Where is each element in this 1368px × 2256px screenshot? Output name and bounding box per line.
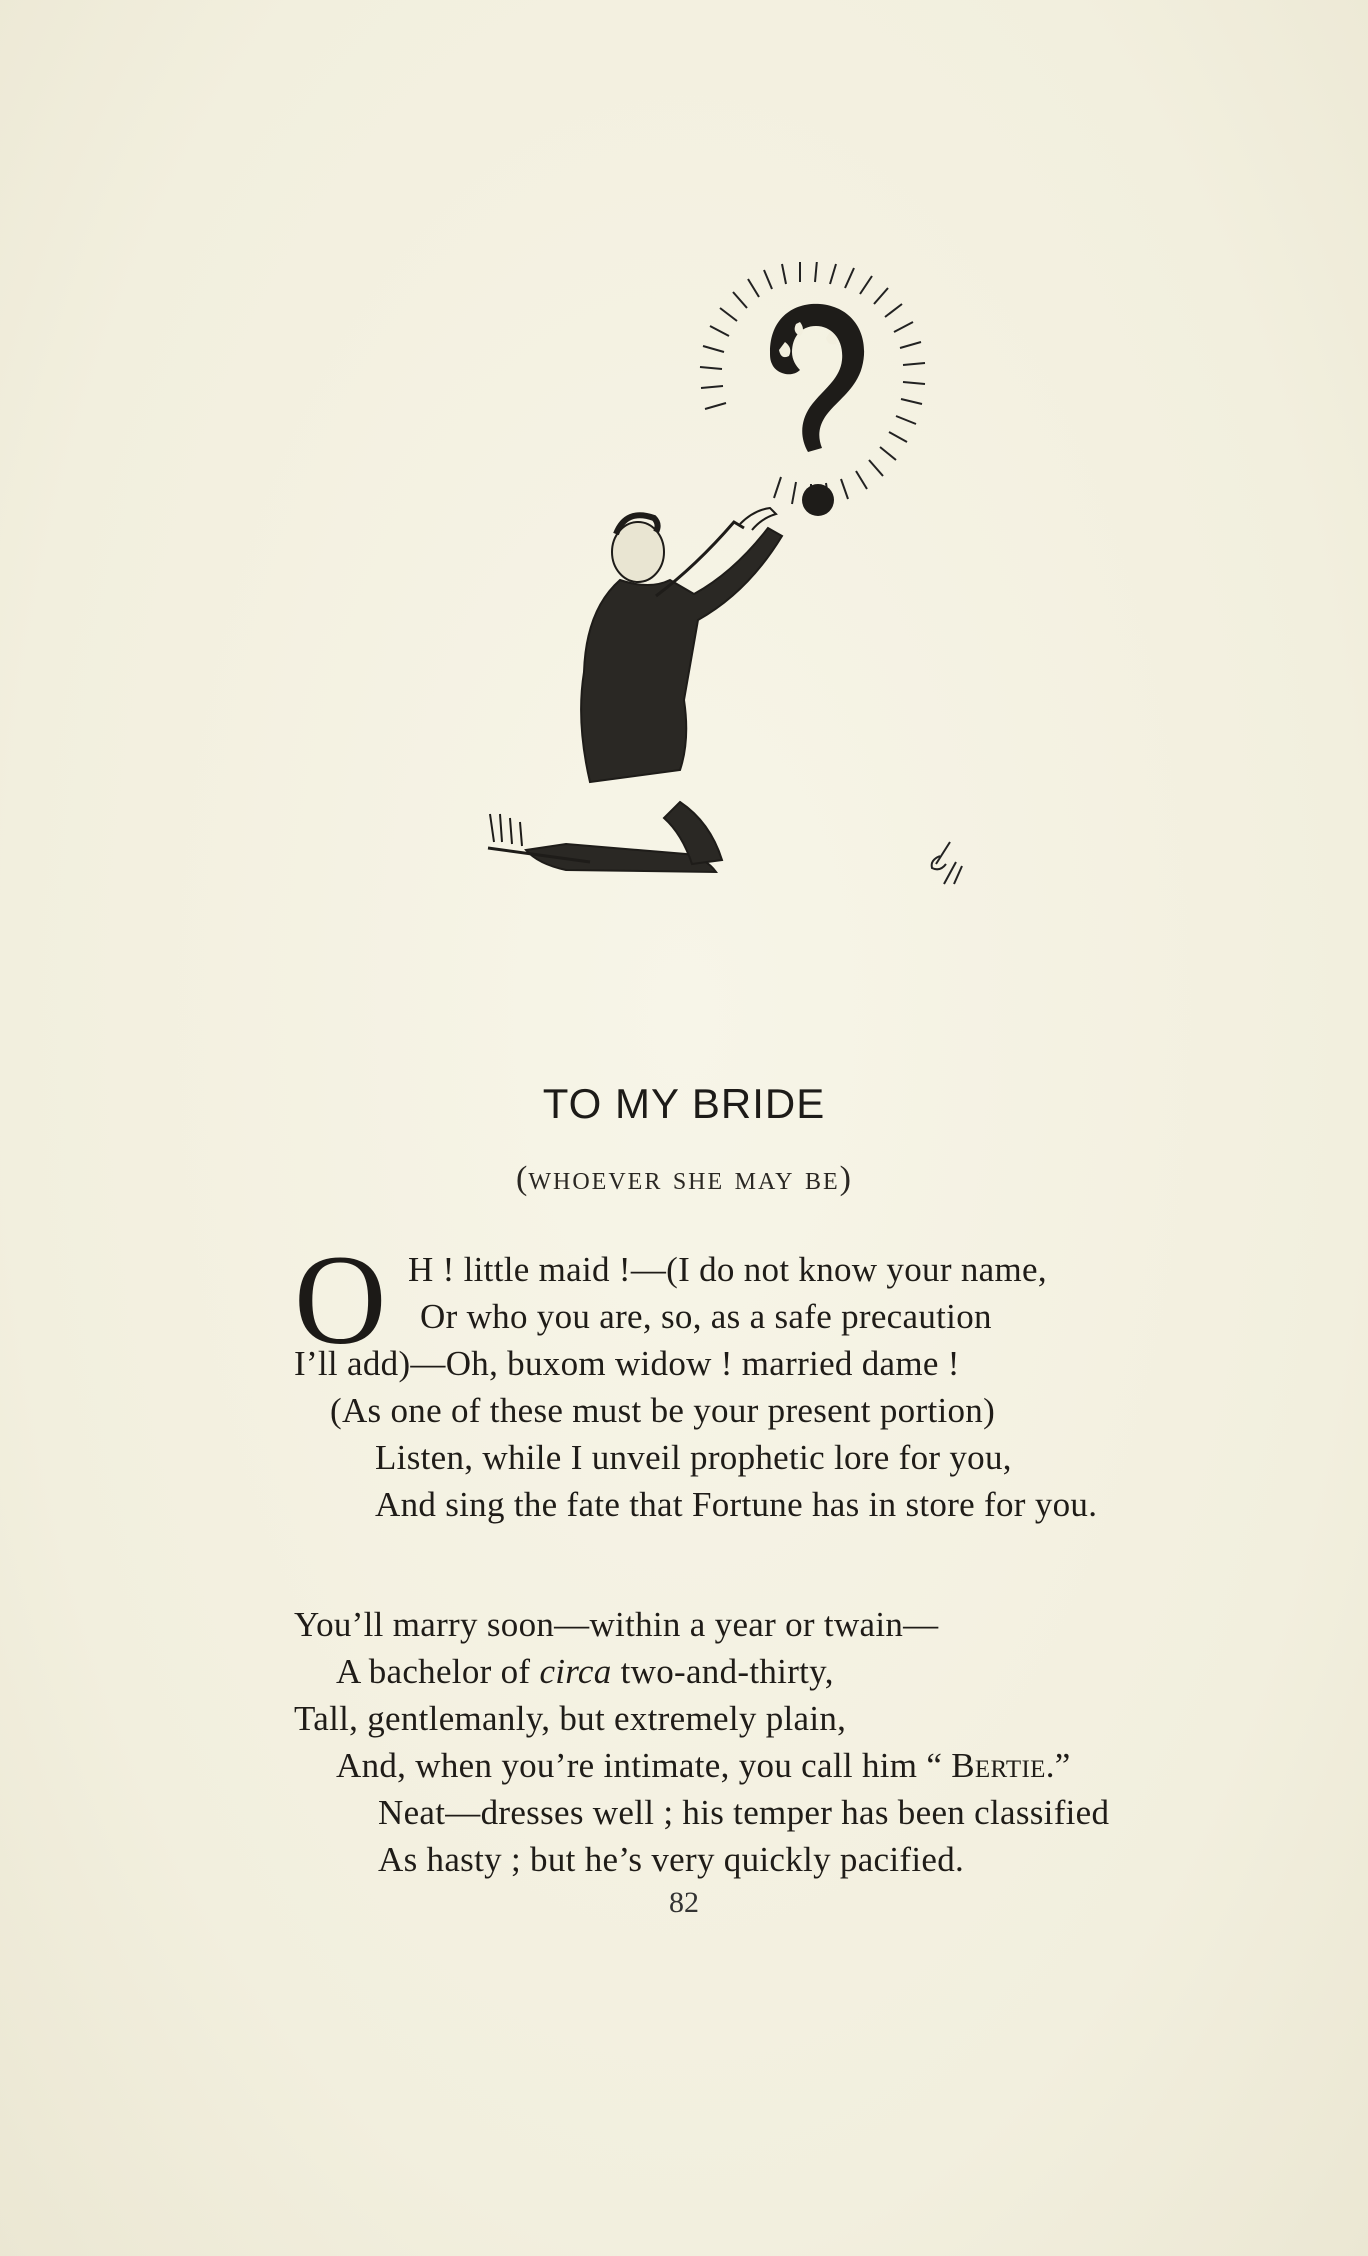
subtitle-text: whoever she may be	[528, 1160, 840, 1197]
stanza2-line-2	[336, 1652, 834, 1692]
stanza2-line-5: Neat—dresses well ; his temper has been classified	[378, 1793, 1110, 1832]
stanza1-line-6: And sing the fate that Fortune has in store for you.	[375, 1485, 1098, 1524]
stanza1-line-1: H ! little maid !—(I do not know your name,	[408, 1250, 1047, 1289]
stanza1-line-3: I’ll add)—Oh, buxom widow ! married dame !	[294, 1344, 960, 1383]
stanza2-line-2-post: two-and-thirty,	[611, 1652, 834, 1691]
stanza2-line-2-pre: A bachelor of	[336, 1652, 540, 1691]
stanza2-line-3: Tall, gentlemanly, but extremely plain,	[294, 1699, 847, 1738]
stanza2-line-4-name: Bertie.	[951, 1746, 1055, 1785]
stanza2-line-4-pre: And, when you’re intimate, you call him “	[336, 1746, 952, 1785]
stanza2-line-2-italic: circa	[539, 1652, 612, 1691]
page-number: 82	[669, 1886, 699, 1919]
kneeling-man-illustration	[470, 262, 1030, 922]
stanza2-line-1: You’ll marry soon—within a year or twain—	[294, 1605, 939, 1644]
stanza1-line-4: (As one of these must be your present portion)	[330, 1391, 996, 1430]
poem-title: TO MY BRIDE	[542, 1080, 826, 1127]
poem-subtitle	[0, 1160, 1368, 1198]
radiance-rays	[700, 262, 925, 506]
stanza2-line-6: As hasty ; but he’s very quickly pacified.	[378, 1840, 965, 1879]
question-mark-icon	[770, 304, 864, 516]
subtitle-close-paren: )	[839, 1160, 852, 1197]
drop-cap: O	[294, 1229, 387, 1371]
kneeling-man	[488, 508, 782, 872]
stanza2-line-4	[336, 1746, 1071, 1786]
monogram-icon	[932, 842, 962, 884]
stanza2-line-4-post: ”	[1054, 1746, 1071, 1785]
stanza1-line-2: Or who you are, so, as a safe precaution	[420, 1297, 992, 1336]
stanza1-line-5: Listen, while I unveil prophetic lore for you,	[375, 1438, 1012, 1477]
subtitle-open-paren: (	[516, 1160, 529, 1197]
